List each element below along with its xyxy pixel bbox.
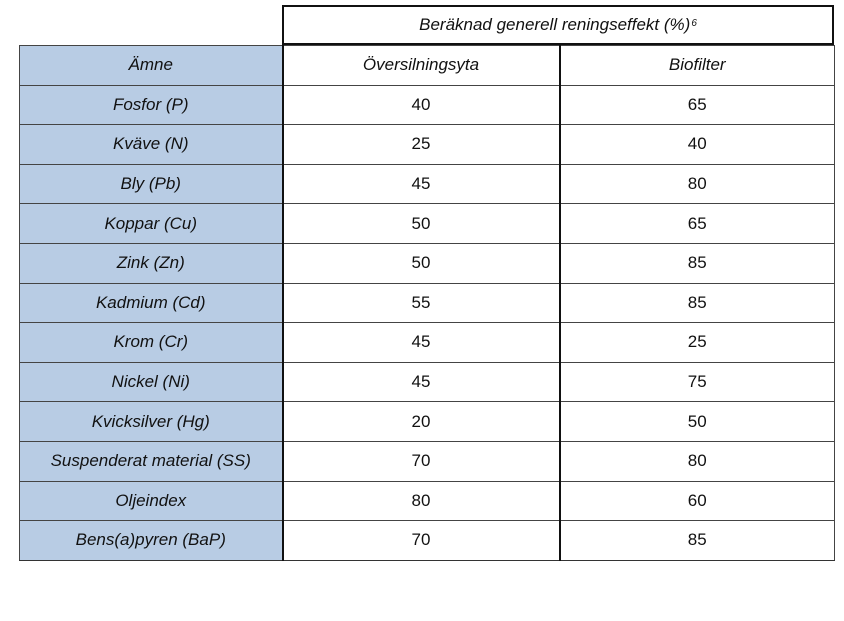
substance-cell: Kadmium (Cd) [20,283,283,323]
biofilter-cell: 80 [560,441,835,481]
substance-cell: Nickel (Ni) [20,362,283,402]
oversilningsyta-cell: 45 [283,362,560,402]
substance-cell: Koppar (Cu) [20,204,283,244]
biofilter-cell: 85 [560,521,835,561]
table-row [20,243,835,283]
substance-cell: Krom (Cr) [20,323,283,363]
table-row [20,521,835,561]
footnote-marker: 6 [691,17,697,29]
substance-cell: Fosfor (P) [20,85,283,125]
substance-cell: Oljeindex [20,481,283,521]
table-row [20,125,835,165]
oversilningsyta-cell: 70 [283,521,560,561]
biofilter-cell: 50 [560,402,835,442]
substance-cell: Zink (Zn) [20,243,283,283]
biofilter-cell: 65 [560,204,835,244]
oversilningsyta-cell: 25 [283,125,560,165]
table-header-row [20,46,835,86]
biofilter-cell: 60 [560,481,835,521]
oversilningsyta-cell: 45 [283,323,560,363]
table-row [20,481,835,521]
biofilter-cell: 85 [560,243,835,283]
column-header-substance: Ämne [20,46,283,86]
column-header-biofilter: Biofilter [560,46,835,86]
oversilningsyta-cell: 80 [283,481,560,521]
table-row [20,441,835,481]
biofilter-cell: 80 [560,164,835,204]
oversilningsyta-cell: 50 [283,243,560,283]
oversilningsyta-cell: 20 [283,402,560,442]
table-row [20,164,835,204]
column-header-oversilningsyta: Översilningsyta [283,46,560,86]
table-super-header [282,5,834,45]
oversilningsyta-cell: 40 [283,85,560,125]
substance-cell: Kvicksilver (Hg) [20,402,283,442]
biofilter-cell: 25 [560,323,835,363]
oversilningsyta-cell: 50 [283,204,560,244]
substance-cell: Bly (Pb) [20,164,283,204]
substance-cell: Kväve (N) [20,125,283,165]
biofilter-cell: 75 [560,362,835,402]
biofilter-cell: 40 [560,125,835,165]
purification-table [19,45,835,561]
oversilningsyta-cell: 45 [283,164,560,204]
table-row [20,402,835,442]
biofilter-cell: 65 [560,85,835,125]
table-row [20,204,835,244]
substance-cell: Suspenderat material (SS) [20,441,283,481]
table-row [20,85,835,125]
oversilningsyta-cell: 55 [283,283,560,323]
oversilningsyta-cell: 70 [283,441,560,481]
table-row [20,323,835,363]
table-row [20,283,835,323]
biofilter-cell: 85 [560,283,835,323]
table-row [20,362,835,402]
super-header-text: Beräknad generell reningseffekt (%) [419,15,691,34]
substance-cell: Bens(a)pyren (BaP) [20,521,283,561]
